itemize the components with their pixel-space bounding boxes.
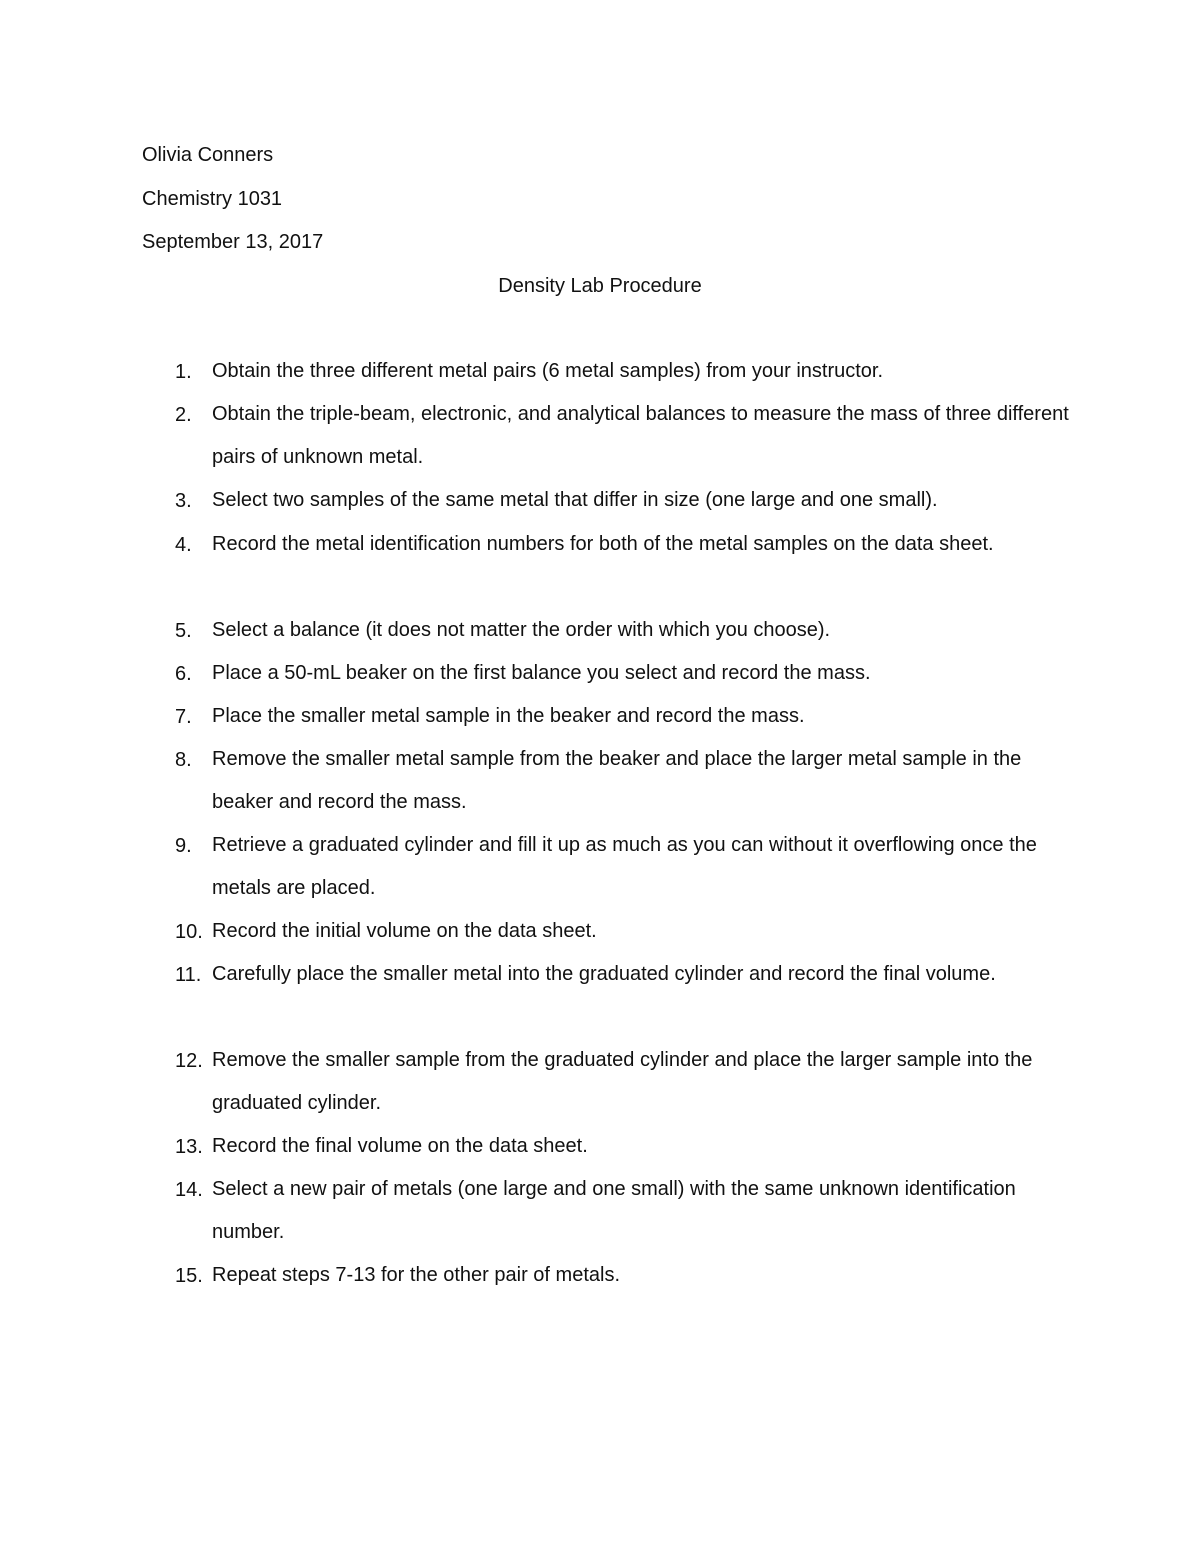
step-number: 8. [175, 749, 192, 771]
step-number: 5. [175, 620, 192, 642]
step-number: 10. [175, 921, 203, 943]
step-number: 2. [175, 404, 192, 426]
step-number: 6. [175, 663, 192, 685]
step-text: Select a new pair of metals (one large and one small) with the same unknown identification number. [212, 1178, 1016, 1243]
step-number: 12. [175, 1050, 203, 1072]
step-number: 15. [175, 1265, 203, 1287]
step-number: 3. [175, 490, 192, 512]
course-name: Chemistry 1031 [142, 188, 283, 210]
document-title: Density Lab Procedure [498, 275, 702, 297]
step-number: 7. [175, 706, 192, 728]
step-number: 13. [175, 1136, 203, 1158]
step-text: Place the smaller metal sample in the beaker and record the mass. [212, 705, 805, 727]
step-text: Obtain the triple-beam, electronic, and analytical balances to measure the mass of three different pairs of unknown metal. [212, 403, 1069, 468]
step-number: 1. [175, 361, 192, 383]
step-number: 9. [175, 835, 192, 857]
step-text: Record the final volume on the data sheet. [212, 1135, 588, 1157]
step-text: Select a balance (it does not matter the order with which you choose). [212, 619, 831, 641]
step-text: Retrieve a graduated cylinder and fill it up as much as you can without it overflowing once the metals are placed. [212, 834, 1037, 899]
step-text: Remove the smaller metal sample from the beaker and place the larger metal sample in the beaker and record the mass. [212, 748, 1022, 813]
step-text: Place a 50-mL beaker on the first balance you select and record the mass. [212, 662, 871, 684]
step-number: 14. [175, 1179, 203, 1201]
step-text: Repeat steps 7-13 for the other pair of metals. [212, 1264, 620, 1286]
step-text: Obtain the three different metal pairs (6 metal samples) from your instructor. [212, 360, 884, 382]
step-text: Carefully place the smaller metal into the graduated cylinder and record the final volume. [212, 963, 996, 985]
author-name: Olivia Conners [142, 144, 274, 166]
document-date: September 13, 2017 [142, 231, 324, 253]
step-text: Select two samples of the same metal that differ in size (one large and one small). [212, 489, 938, 511]
step-number: 11. [175, 964, 202, 986]
step-text: Record the metal identification numbers for both of the metal samples on the data sheet. [212, 533, 994, 555]
step-text: Record the initial volume on the data sheet. [212, 920, 597, 942]
step-number: 4. [175, 534, 192, 556]
step-text: Remove the smaller sample from the graduated cylinder and place the larger sample into the graduated cylinder. [212, 1049, 1033, 1114]
